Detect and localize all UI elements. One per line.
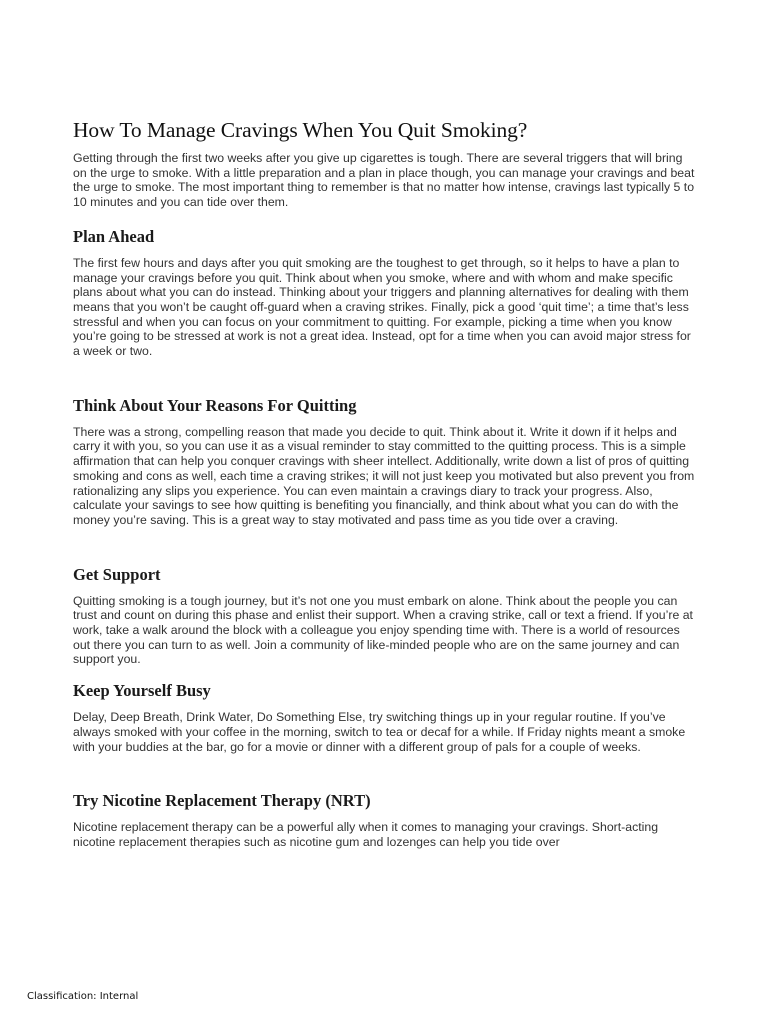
- paragraph-get-support: Quitting smoking is a tough journey, but it’s not one you must embark on alone. Think about the people you can trust and count on during this phase and enlist their support. When a craving strike, call or text a friend. If you’re at work, take a walk around the block with a colleague you enjoy spending time with. There is a world of resources out there you can turn to as well. Join a community of like-minded people who are on the same journey and can support you.: [73, 593, 693, 667]
- paragraph-plan-ahead: The first few hours and days after you quit smoking are the toughest to get through, so it helps to have a plan to manage your cravings before you quit. Think about when you smoke, where and with whom and make specific plans about what you can do instead. Thinking about your triggers and planning alternatives for dealing with them means that you won’t be caught off-guard when a craving strikes. Finally, pick a good ‘quit time’; a time that’s less stressful and when you can focus on your commitment to quitting. For example, picking a time when you know you’re going to be stressed at work is not a great idea. Instead, opt for a time when you can avoid major stress for a week or two.: [73, 255, 691, 359]
- heading-reasons-for-quitting: Think About Your Reasons For Quitting: [73, 395, 357, 415]
- paragraph-keep-busy: Delay, Deep Breath, Drink Water, Do Something Else, try switching things up in your regular routine. If you’ve always smoked with your coffee in the morning, switch to tea or decaf for a while. If Friday nights meant a smoke with your buddies at the bar, go for a movie or dinner with a different group of pals for a couple of weeks.: [73, 710, 686, 754]
- paragraph-nrt: Nicotine replacement therapy can be a powerful ally when it comes to managing your cravings. Short-acting nicotine replacement therapies such as nicotine gum and lozenges can help you tide over: [73, 820, 659, 849]
- heading-plan-ahead: Plan Ahead: [73, 226, 155, 246]
- heading-nrt: Try Nicotine Replacement Therapy (NRT): [73, 791, 371, 811]
- heading-get-support: Get Support: [73, 564, 161, 584]
- intro-paragraph: Getting through the first two weeks after you give up cigarettes is tough. There are several triggers that will bring on the urge to smoke. With a little preparation and a plan in place though, you can manage your cravings and beat the urge to smoke. The most important thing to remember is that no matter how intense, cravings last typically 5 to 10 minutes and you can tide over them.: [73, 151, 695, 210]
- paragraph-reasons-for-quitting: There was a strong, compelling reason that made you decide to quit. Think about it. Write it down if it helps and carry it with you, so you can use it as a visual reminder to stay committed to the quitting process. This is a simple affirmation that can help you conquer cravings with sheer intellect. Additionally, write down a list of pros of quitting smoking and cons as well, each time a craving strikes; it will not just keep you motivated but also prevent you from rationalizing any slips you experience. You can even maintain a cravings diary to track your progress. Also, calculate your savings to see how quitting is benefiting you financially, and think about what you can do with the money you’re saving. This is a great way to stay motivated and pass time as you tide over a craving.: [73, 424, 695, 527]
- article-title: How To Manage Cravings When You Quit Smoking?: [73, 118, 528, 142]
- heading-keep-busy: Keep Yourself Busy: [73, 681, 211, 701]
- document-page: [73, 117, 697, 850]
- classification-label: Classification: Internal: [27, 991, 139, 1002]
